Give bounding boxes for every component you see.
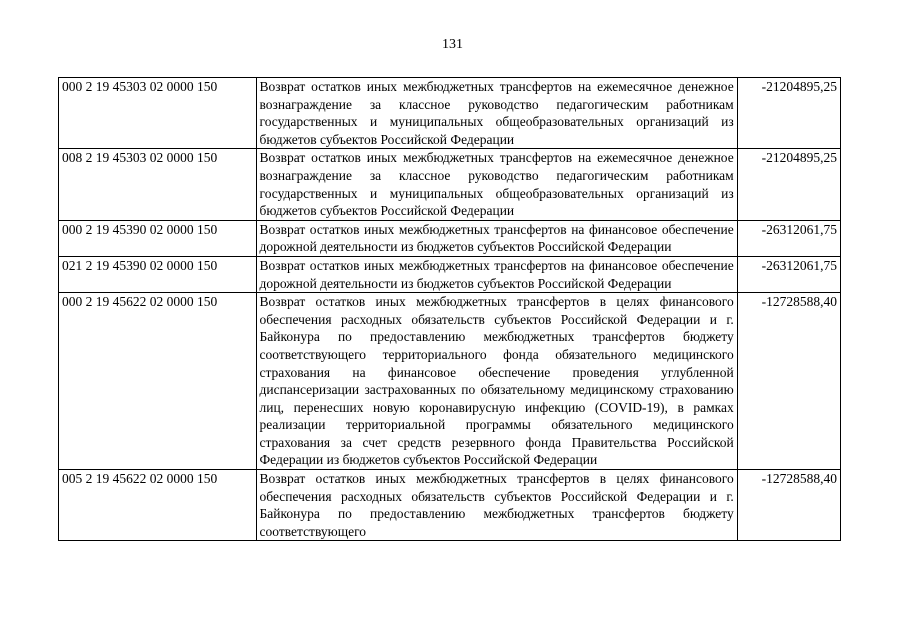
table-row — [59, 220, 841, 256]
amount-cell: -12728588,40 — [737, 293, 840, 470]
amount-cell: -26312061,75 — [737, 220, 840, 256]
amount-cell: -21204895,25 — [737, 149, 840, 220]
amount-cell: -26312061,75 — [737, 256, 840, 292]
amount-cell: -21204895,25 — [737, 78, 840, 149]
table-row — [59, 78, 841, 149]
description-cell: Возврат остатков иных межбюджетных трансфертов на ежемесячное денежное вознаграждение за классное руководство педагогическим работникам государственных и муниципальных общеобразовательных организаций из бюджетов субъектов Российской Федерации — [256, 78, 737, 149]
table-row — [59, 470, 841, 541]
budget-code-cell: 000 2 19 45622 02 0000 150 — [59, 293, 257, 470]
page-number: 131 — [442, 37, 463, 52]
description-cell: Возврат остатков иных межбюджетных трансфертов на финансовое обеспечение дорожной деятельности из бюджетов субъектов Российской Федерации — [256, 220, 737, 256]
description-cell: Возврат остатков иных межбюджетных трансфертов в целях финансового обеспечения расходных обязательств субъектов Российской Федерации и г. Байконура по предоставлению межбюджетных трансфертов бюджету соответствующего — [256, 470, 737, 541]
table-row — [59, 256, 841, 292]
table-row — [59, 293, 841, 470]
description-cell: Возврат остатков иных межбюджетных трансфертов на финансовое обеспечение дорожной деятельности из бюджетов субъектов Российской Федерации — [256, 256, 737, 292]
budget-code-cell: 005 2 19 45622 02 0000 150 — [59, 470, 257, 541]
amount-cell: -12728588,40 — [737, 470, 840, 541]
budget-code-cell: 000 2 19 45390 02 0000 150 — [59, 220, 257, 256]
budget-code-cell: 008 2 19 45303 02 0000 150 — [59, 149, 257, 220]
budget-code-cell: 021 2 19 45390 02 0000 150 — [59, 256, 257, 292]
budget-code-cell: 000 2 19 45303 02 0000 150 — [59, 78, 257, 149]
description-cell: Возврат остатков иных межбюджетных трансфертов на ежемесячное денежное вознаграждение за классное руководство педагогическим работникам государственных и муниципальных общеобразовательных организаций из бюджетов субъектов Российской Федерации — [256, 149, 737, 220]
table-row — [59, 149, 841, 220]
budget-table — [58, 77, 841, 541]
description-cell: Возврат остатков иных межбюджетных трансфертов в целях финансового обеспечения расходных обязательств субъектов Российской Федерации и г. Байконура по предоставлению межбюджетных трансфертов бюджету соответствующего территориального фонда обязательного медицинского страхования на финансовое обеспечение проведения углубленной диспансеризации застрахованных по обязательному медицинскому страхованию лиц, перенесших новую коронавирусную инфекцию (COVID-19), в рамках реализации территориальной программы обязательного медицинского страхования за счет средств резервного фонда Правительства Российской Федерации из бюджетов субъектов Российской Федерации — [256, 293, 737, 470]
